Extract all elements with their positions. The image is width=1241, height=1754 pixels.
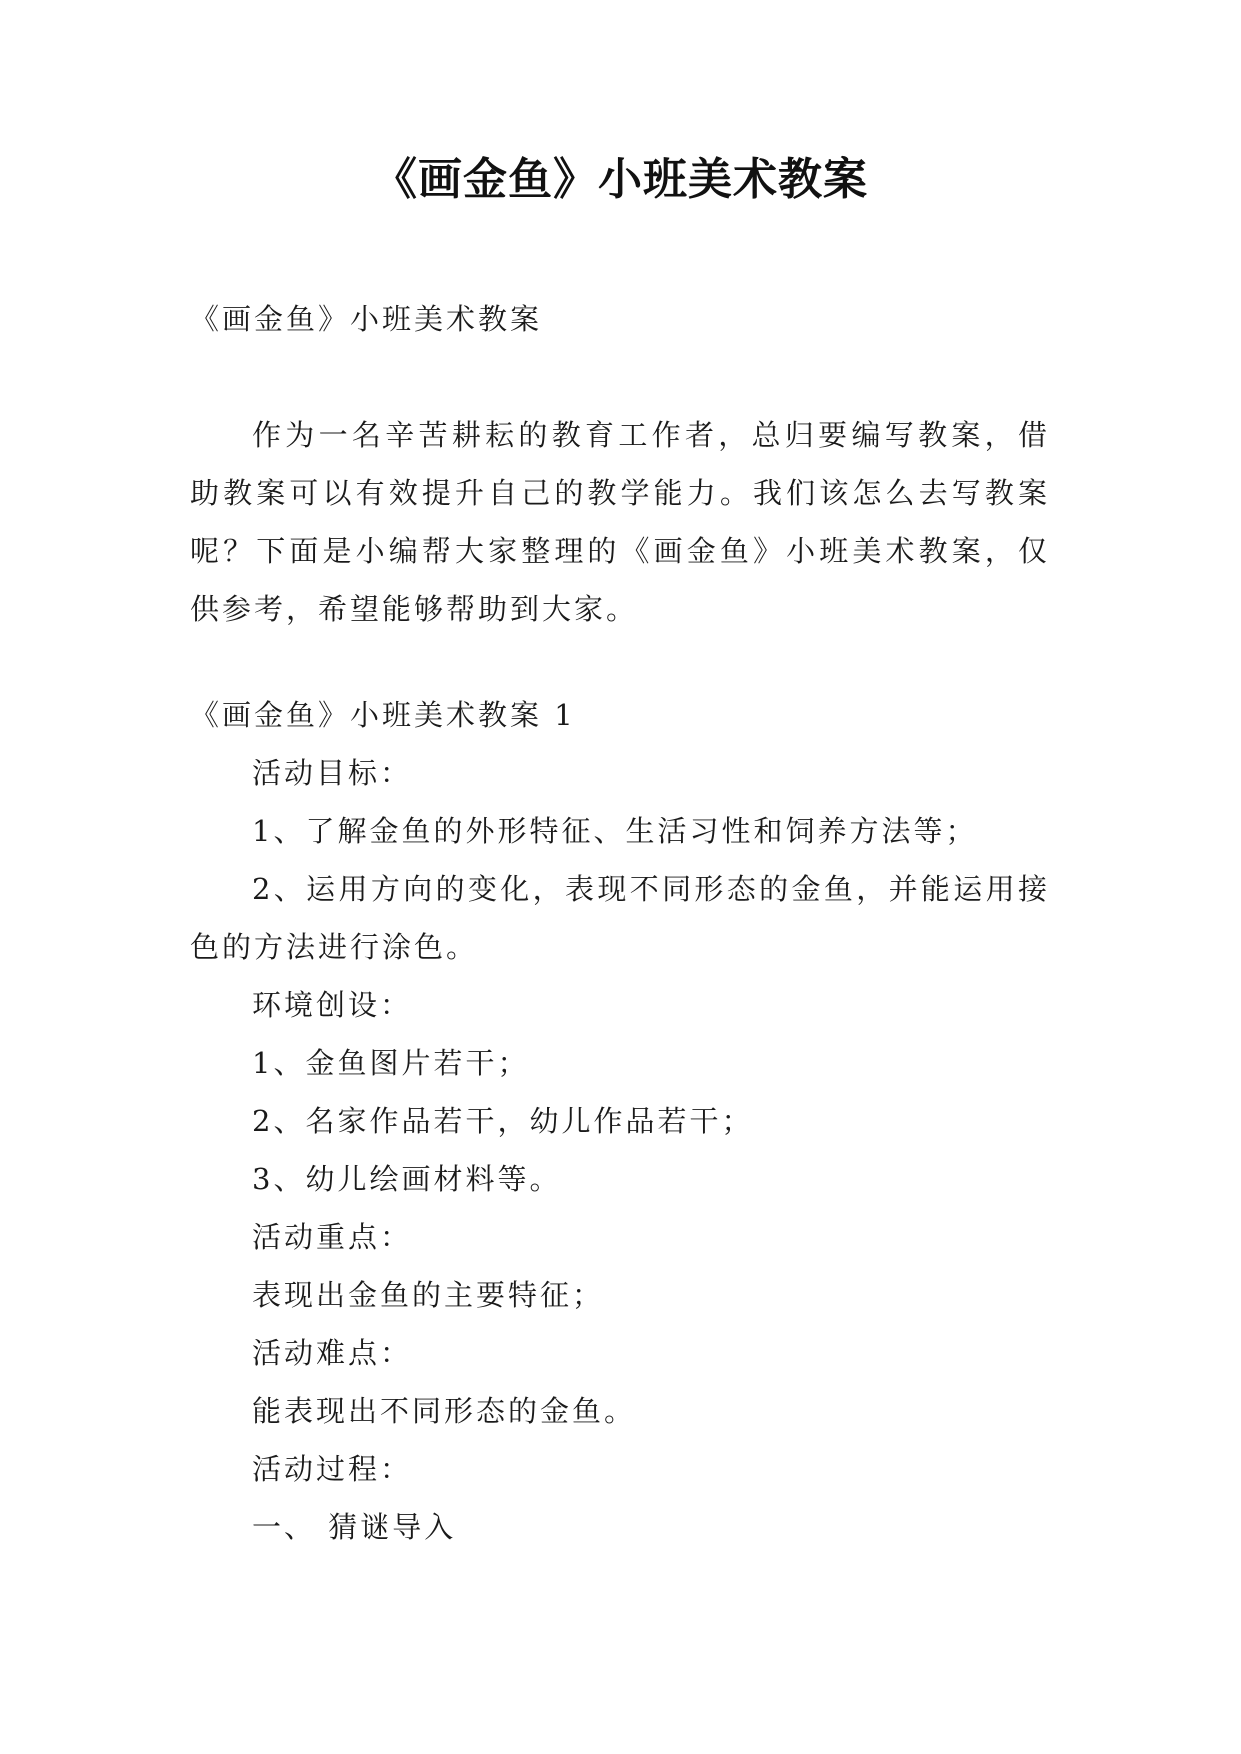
goal-item: 2、运用方向的变化，表现不同形态的金鱼，并能运用接色的方法进行涂色。 (190, 872, 1050, 964)
process-step: 一、 猜谜导入 (252, 1510, 457, 1544)
goal-item: 1、了解金鱼的外形特征、生活习性和饲养方法等； (252, 814, 978, 848)
difficulty-text: 能表现出不同形态的金鱼。 (252, 1394, 637, 1428)
difficulty-label: 活动难点： (252, 1336, 413, 1370)
document-subtitle: 《画金鱼》小班美术教案 (190, 302, 543, 336)
process-label: 活动过程： (252, 1452, 413, 1486)
document-body (190, 290, 1050, 1556)
spacer (190, 348, 1050, 406)
environment-label: 环境创设： (252, 988, 413, 1022)
activity-goal-label: 活动目标： (252, 756, 413, 790)
environment-item: 3、幼儿绘画材料等。 (252, 1162, 562, 1196)
section-heading: 《画金鱼》小班美术教案 1 (190, 698, 576, 732)
document-title: 《画金鱼》小班美术教案 (373, 154, 868, 205)
focus-label: 活动重点： (252, 1220, 413, 1254)
intro-paragraph: 作为一名辛苦耕耘的教育工作者，总归要编写教案，借助教案可以有效提升自己的教学能力。我们该怎么去写教案呢？下面是小编帮大家整理的《画金鱼》小班美术教案，仅供参考，希望能够帮助到大家。 (190, 418, 1050, 626)
spacer (190, 638, 1050, 686)
environment-item: 1、金鱼图片若干； (252, 1046, 530, 1080)
environment-item: 2、名家作品若干，幼儿作品若干； (252, 1104, 754, 1138)
focus-text: 表现出金鱼的主要特征； (252, 1278, 605, 1312)
